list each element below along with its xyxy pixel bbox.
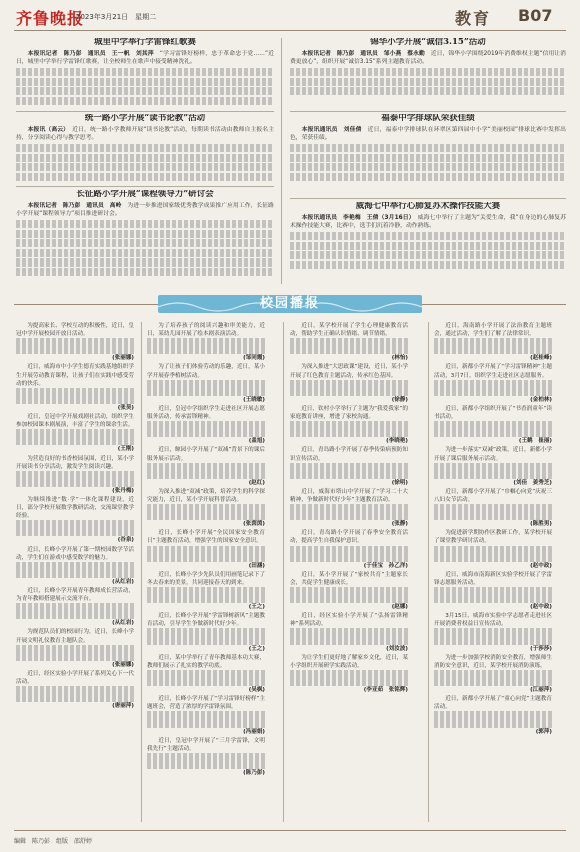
news-brief-signature: (邹同霞)	[243, 355, 265, 362]
news-brief-signature: (张茵茵)	[243, 521, 265, 528]
news-brief-text: 近日，皇冠中学开展戏剧社活动，组织学生参加校园课本剧展演，丰富了学生的课余生活。	[16, 414, 134, 429]
article-6	[290, 202, 566, 284]
news-brief-signature: (刘汝波)	[386, 645, 408, 652]
news-brief-text: 近日，皇冠中学开展了“三月学雷锋，文明我先行”主题活动。	[147, 737, 265, 752]
news-brief-text: 近日，某小学开展了“家校共育”主题家长会，共促学生健康成长。	[290, 571, 408, 586]
news-brief	[434, 654, 552, 670]
news-brief-signature: (王鹤 崔丽)	[518, 438, 552, 445]
news-brief-text: 为进一步落实“双减”政策，近日，新都小学开展了课后服务展示活动。	[434, 447, 552, 462]
news-brief-text: 近日，长峰小学开展“全民国家安全教育日”主题教育活动，增强学生的国家安全意识。	[147, 530, 265, 545]
issue-date: 2023年3月21日 星期二	[76, 13, 157, 21]
section-title: 教育	[455, 9, 492, 28]
news-brief-signature: (陈胜男)	[530, 521, 552, 528]
news-brief-signature: (金柏林)	[530, 396, 552, 403]
news-brief-text: 近日，长峰小学开展“学雷锋树新风”主题教育活动，引导学生争做新时代好少年。	[147, 613, 265, 628]
article-title: 统一路小学开展“读书论教”活动	[84, 114, 206, 123]
news-brief-signature: (赵中政)	[530, 604, 552, 611]
news-brief-text: 近日，经区实验小学开展了“弘扬雷锋精神”系列活动。	[290, 613, 408, 628]
news-brief	[434, 363, 552, 379]
article-3	[16, 190, 274, 282]
news-brief-text: 近日，新都小学组织开展了“书香润童年”读书活动。	[434, 405, 552, 421]
news-brief	[16, 496, 134, 520]
news-brief	[147, 363, 265, 379]
news-brief-text: 为提高家长、学校互动的积极性，近日，皇冠中学开展校园开放日活动。	[16, 323, 134, 338]
news-brief-text: 为让学生们更好地了解家乡文化，近日，某小学组织开展研学实践活动。	[290, 654, 408, 669]
article-byline: 本报讯记者 陈乃彭 通讯员 高岭	[27, 203, 122, 210]
news-brief	[16, 587, 134, 603]
divider	[290, 198, 566, 199]
page-number: B07	[518, 6, 553, 25]
news-brief-text: 近日，威海市南海新区实验学校开展了学雷锋志愿服务活动。	[434, 571, 552, 586]
news-brief-signature: (徐静)	[391, 396, 408, 403]
news-brief	[147, 695, 265, 711]
news-brief-text: 近日，新都小学开展了“童心向党”主题教育活动。	[434, 696, 552, 711]
news-brief-text: 近日，长峰小学开展青年教师成长营活动，为青年教师搭建展示交流平台。	[16, 588, 134, 603]
news-brief-text: 近日，长峰小学少先队员们用画笔记录下了冬去春来的美景，共同迎接春天的到来。	[147, 571, 265, 586]
news-brief-signature: (冯丽娟)	[243, 728, 265, 735]
news-brief-text: 近日，海南路小学开展了法治教育主题班会，通过活动，学生们了解了法律常识。	[434, 323, 552, 338]
news-brief-signature: (唐丽萍)	[112, 703, 134, 710]
campus-news-banner	[158, 295, 422, 313]
divider	[16, 111, 274, 112]
article-lead: 为进一步推进国家级优秀教学成果推广应用工作，长征路小学开展“课程领导力”项目推进研讨会。	[16, 203, 274, 218]
news-brief-signature: (赵红)	[248, 479, 265, 486]
column-divider	[141, 322, 142, 822]
masthead-rule	[14, 30, 566, 31]
divider	[290, 111, 566, 112]
column-divider	[428, 322, 429, 822]
news-brief-signature: (赵桂峰)	[530, 355, 552, 362]
news-brief-text: 为进一步加强学校消防安全教育，增强师生消防安全意识，近日，某学校开展消防演练。	[434, 654, 552, 669]
news-brief-text: 近日，长峰小学开展了第一期校园数学节活动，学生们在游戏中感受数学的魅力。	[16, 546, 134, 561]
news-brief-text: 近日，威海市中小学生德育实践基地组织学生开展劳动教育课程，让孩子们在实践中感受劳动的快乐。	[16, 364, 134, 387]
article-lead: 近日，锦华小学围绕2019年消费维权主题“信用让消费更放心”，组织开展“诚信3.15”系列主题教育活动。	[290, 51, 566, 66]
campus-news-title: 校园播报	[259, 296, 320, 311]
news-brief-text: 近日，皇冠中学组织学生走进社区开展志愿服务活动，传承雷锋精神。	[147, 405, 265, 421]
column-divider	[281, 38, 282, 284]
news-brief	[434, 405, 552, 421]
news-brief-signature: (李晓艳)	[386, 438, 408, 445]
news-brief	[147, 571, 265, 587]
news-column-1	[16, 322, 134, 822]
news-brief-signature: (吴枫)	[248, 687, 265, 694]
news-brief	[434, 488, 552, 504]
article-lead: 威海七中举行了主题为“关爱生命，我”在身边的心肺复苏术操作技能大赛，比赛中，选手们沉着冷静，动作熟练。	[290, 215, 566, 230]
article-title: 长征路小学开展“课程领导力”研讨会	[76, 190, 214, 199]
article-5	[290, 114, 566, 196]
news-brief-signature: (于莎莎)	[530, 645, 552, 652]
news-brief-signature: (从红岩)	[112, 620, 134, 627]
news-brief	[16, 628, 134, 644]
news-brief	[147, 654, 265, 670]
article-title: 锦华小学开展“诚信3.15”活动	[370, 38, 486, 47]
news-brief	[434, 446, 552, 462]
article-lead: 近日，福泰中学排球队在环翠区第四届中小学“美丽校园”排球比赛中发挥出色，荣获佳绩。	[290, 127, 566, 142]
news-brief-text: 为深入推进“大思政课”建设，近日，某小学开展了红色教育主题活动，传承红色基因。	[290, 364, 408, 379]
news-brief	[290, 612, 408, 628]
news-brief-signature: (王晓敏)	[243, 396, 265, 403]
news-brief	[16, 363, 134, 387]
article-lead: 近日，统一路小学教师开展“读书论教”活动，每期读书活动由教师自主报名主持，分享阅读心得与教学思考。	[16, 127, 274, 142]
column-divider	[283, 322, 284, 822]
news-brief-text: 近日，钦村小学举行了主题为“我爱我家”的家庭教育讲座，增进了家校沟通。	[290, 405, 408, 421]
newspaper-logo: 齐鲁晚报	[16, 9, 85, 28]
news-brief	[290, 363, 408, 379]
news-brief-signature: (盖旭)	[248, 438, 265, 445]
article-2	[16, 114, 274, 184]
news-brief-signature: (张静)	[391, 521, 408, 528]
news-brief-text: 近日，某学校开展了学生心理健康教育活动，帮助学生正确认识情绪、调节情绪。	[290, 323, 408, 338]
news-brief	[290, 654, 408, 670]
masthead	[0, 0, 580, 30]
news-brief-signature: (于佳宝 孙乙洋)	[363, 562, 408, 569]
news-brief-text: 近日，青岛路小学开展了春季安全教育活动，提高学生自我保护意识。	[290, 530, 408, 545]
news-brief-signature: (张丽娜)	[112, 661, 134, 668]
news-brief	[147, 612, 265, 628]
news-brief	[434, 322, 552, 338]
news-brief	[147, 405, 265, 421]
news-brief-signature: (张昊)	[117, 404, 134, 411]
news-brief-signature: (田涵)	[248, 562, 265, 569]
news-brief-text: 近日，某中学举行了青年教师基本功大赛，教师们展示了扎实的教学功底。	[147, 654, 265, 669]
news-brief	[290, 405, 408, 421]
news-brief-signature: (郭萍)	[535, 728, 552, 735]
news-brief-text: 为营造良好的书香校园氛围，近日，某小学开展读书分享活动，激发学生阅读兴趣。	[16, 455, 134, 470]
page-footer: 编辑 陈乃彭 组版 邵舒婷	[14, 838, 93, 845]
news-brief-signature: (王之)	[248, 604, 265, 611]
news-brief	[290, 446, 408, 462]
news-brief	[147, 529, 265, 545]
divider	[16, 186, 274, 187]
news-brief-text: 为规范队员们的校园行为，近日，长峰小学开展文明礼仪教育主题队会。	[16, 629, 134, 644]
news-brief	[16, 455, 134, 471]
news-brief-text: 近日，经区实验小学开展了系列关心下一代活动。	[16, 670, 134, 686]
news-column-2	[147, 322, 265, 822]
news-brief-text: 近日，鲸园小学开展了“双减”背景下的课后服务展示活动。	[147, 447, 265, 462]
news-brief	[290, 488, 408, 504]
news-brief	[16, 413, 134, 429]
article-title: 城里中学举行学雷锋红歌赛	[93, 38, 196, 47]
news-brief-text: 近日，青岛路小学开展了春季传染病预防知识宣传活动。	[290, 447, 408, 462]
news-brief-text: 为了让孩子们体验劳动的乐趣，近日，某小学开展春季植树活动。	[147, 364, 265, 379]
news-brief	[434, 612, 552, 628]
news-brief-text: 近日，威海市塔山中学开展了“学习二十大精神，争做新时代好少年”主题教育活动。	[290, 488, 408, 503]
article-byline: 本报讯通讯员 刘佳倩	[301, 127, 362, 134]
news-brief	[434, 529, 552, 545]
news-brief-signature: (张丹梅)	[112, 487, 134, 494]
news-brief-signature: (刘佳 姜秀芝)	[513, 479, 552, 486]
news-brief	[147, 446, 265, 462]
news-brief-text: 近日，新都小学开展了“巾帼心向党”庆祝三八妇女节活动。	[434, 488, 552, 503]
news-brief	[147, 737, 265, 753]
news-brief-signature: (王刚)	[117, 446, 134, 453]
news-column-3	[290, 322, 408, 822]
article-byline: 本报讯记者 陈乃彭 通讯员 邹小燕 蔡永勤	[301, 51, 425, 58]
news-brief-signature: (赵娜)	[391, 604, 408, 611]
news-brief-text: 近日，长峰小学开展了“学习雷锋好榜样”主题班会，营造了浓厚的学雷锋氛围。	[147, 696, 265, 711]
news-brief	[290, 571, 408, 587]
news-brief-signature: (谷泉)	[117, 537, 134, 544]
news-brief	[434, 695, 552, 711]
news-brief-text: 为继续推进“数·学”一体化课程建设，近日，部分学校开展数学教研活动，交流课堂教学经验。	[16, 496, 134, 520]
article-title: 威海七中举行心肺复苏术操作技能大赛	[355, 202, 501, 211]
article-lead: “学习雷锋好榜样，忠于革命忠于党……”近日，城里中学举行学雷锋红歌赛，让全校师生在歌声中接受精神洗礼。	[16, 51, 274, 66]
news-brief	[290, 529, 408, 545]
news-brief	[16, 322, 134, 338]
news-brief-signature: (张丽娜)	[112, 355, 134, 362]
article-title: 福泰中学排球队荣获佳绩	[381, 114, 475, 123]
news-brief-signature: (陈乃彭)	[243, 770, 265, 777]
news-brief-signature: (林怡)	[391, 355, 408, 362]
news-brief-text: 为了培养孩子的阅读兴趣和审美能力，近日，某幼儿园开展了绘本剧表演活动。	[147, 323, 265, 338]
news-brief-text: 为促进新学期协作区教研工作，某学校开展了课堂教学研讨活动。	[434, 530, 552, 545]
news-brief-signature: (李亚茹 张铭辉)	[363, 687, 408, 694]
news-brief	[434, 571, 552, 587]
article-4	[290, 38, 566, 110]
news-brief	[16, 670, 134, 686]
news-brief	[147, 488, 265, 504]
article-byline: 本报讯记者 陈乃彭 通讯员 王一帆 刘其萍	[27, 51, 154, 58]
news-brief-signature: (从红岩)	[112, 578, 134, 585]
article-1	[16, 38, 274, 110]
news-brief-text: 近日，新都小学开展了“学习雷锋精神”主题活动，3月7日，组织学生走进社区志愿服务。	[434, 364, 552, 379]
news-brief	[16, 546, 134, 562]
footer-rule	[14, 830, 566, 831]
news-brief-text: 为深入推进“双减”政策，培养学生的科学探究能力，近日，某小学开展科普活动。	[147, 488, 265, 503]
news-brief-signature: (赵中政)	[530, 562, 552, 569]
news-brief	[147, 322, 265, 338]
article-byline: 本报讯通讯员 李艳梅 王倩（3月16日）	[301, 215, 412, 222]
news-brief-signature: (王之)	[248, 645, 265, 652]
news-column-4	[434, 322, 552, 822]
article-byline: 本报讯（高云）	[27, 127, 67, 134]
news-brief-signature: (徐明)	[391, 479, 408, 486]
news-brief	[290, 322, 408, 338]
news-brief-text: 3月15日，威海市实验中学志愿者走进社区开展消费者权益日宣传活动。	[434, 613, 552, 628]
news-brief-signature: (江丽萍)	[530, 687, 552, 694]
